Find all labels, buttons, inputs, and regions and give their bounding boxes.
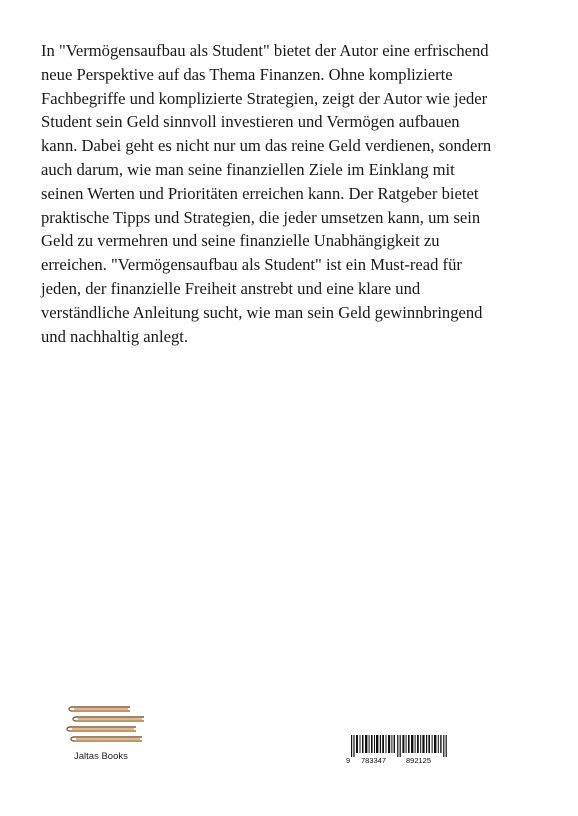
description-line: seinen Werten und Prioritäten erreichen kann. Der Ratgeber bietet: [41, 183, 479, 203]
description-line: erreichen. "Vermögensaufbau als Student" ist ein Must-read für: [41, 255, 462, 275]
book-description: [41, 39, 541, 348]
description-line: verständliche Anleitung sucht, wie man sein Geld gewinnbringend: [41, 302, 483, 322]
publisher-name: Jaltas Books: [74, 751, 128, 762]
description-line: Student sein Geld sinnvoll investieren und Vermögen aufbauen: [41, 112, 460, 132]
description-line: Geld zu vermehren und seine finanzielle Unabhängigkeit zu: [41, 231, 440, 251]
description-line: kann. Dabei geht es nicht nur um das reine Geld verdienen, sondern: [41, 136, 492, 156]
stacked-books-icon: [64, 701, 146, 745]
description-line: auch darum, wie man seine finanziellen Ziele im Einklang mit: [41, 159, 455, 179]
description-line: Fachbegriffe und komplizierte Strategien, zeigt der Autor wie jeder: [41, 88, 488, 108]
description-line: neue Perspektive auf das Thema Finanzen. Ohne komplizierte: [41, 64, 453, 84]
description-line: In "Vermögensaufbau als Student" bietet der Autor eine erfrischend: [41, 41, 489, 60]
barcode-left-digits: 783347: [361, 756, 387, 765]
description-line: und nachhaltig anlegt.: [41, 326, 188, 346]
description-line: praktische Tipps und Strategien, die jeder umsetzen kann, um sein: [41, 207, 481, 227]
barcode-bars: [351, 735, 450, 757]
isbn-barcode: [346, 735, 450, 769]
barcode-right-digits: 892125: [406, 756, 432, 765]
publisher-logo: [63, 697, 147, 765]
barcode-first-digit: 9: [346, 756, 351, 765]
description-line: jeden, der finanzielle Freiheit anstrebt und eine klare und: [41, 278, 421, 298]
